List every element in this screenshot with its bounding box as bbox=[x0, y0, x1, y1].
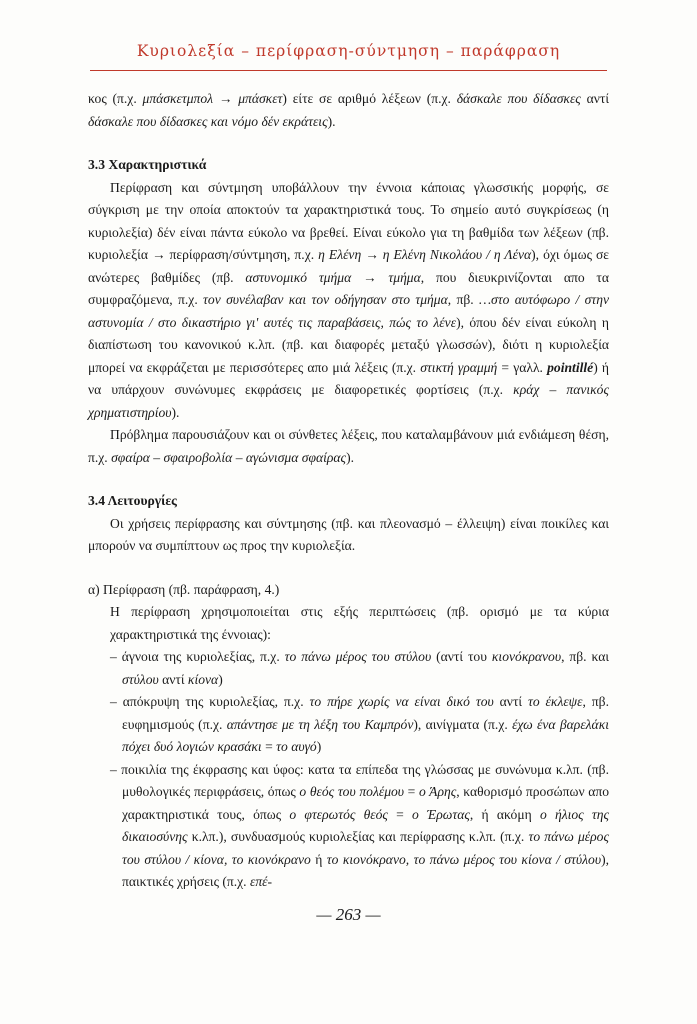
section-heading-3-3: 3.3 Χαρακτηριστικά bbox=[88, 157, 207, 172]
section-heading-3-4: 3.4 Λειτουργίες bbox=[88, 493, 177, 508]
paragraph-3-4-1: Οι χρήσεις περίφρασης και σύντμησης (πβ. και πλεονασμό – έλλειψη) είναι ποικίλες και μπορούν να συμπίπτουν ως προς την κυριολεξία. bbox=[88, 515, 609, 553]
paragraph-3-3-2: Πρόβλημα παρουσιάζουν και οι σύνθετες λέξεις, που καταλαμβάνουν μιά ενδιάμεση θέση, π.χ. σφαίρα – σφαιροβολία – αγώνισμα σφαίρας). bbox=[88, 427, 609, 465]
page-number: — 263 — bbox=[316, 905, 381, 924]
dash-item-2: – απόκρυψη της κυριολεξίας, π.χ. το πήρε χωρίς να είναι δικό του αντί το έκλεψε, πβ. ευφημισμούς (π.χ. απάντησε με τη λέξη του Καμπρόν), αινίγματα (π.χ. έχω ένα βαρελάκι πόχει δυό λογιών κρασάκι = το αυγό) bbox=[110, 694, 609, 754]
list-item-a-intro: Η περίφραση χρησιμοποιείται στις εξής περιπτώσεις (πβ. ορισμό με τα κύρια χαρακτηριστικά της έννοιας): bbox=[110, 604, 609, 642]
header-rule bbox=[90, 70, 607, 71]
paragraph-3-3-1: Περίφραση και σύντμηση υποβάλλουν την έννοια κάποιας γλωσσικής μορφής, σε σύγκριση με την οποία αποκτούν τα χαρακτηριστικά τους. Το σημείο αυτό συγκρίσεως (η κυριολεξία) δέν είναι πάντα εύκολο να βρεθεί. Είναι εύκολο για τη βαθμίδα των λέξεων (πβ. κυριολεξία → περίφραση/σύντμηση, π.χ. η Ελένη → η Ελένη Νικολάου / η Λένα), όχι όμως σε ανώτερες βαθμίδες (πβ. αστυνομικό τμήμα → τμήμα, που διευκρινίζονται απο τα συμφραζόμενα, π.χ. τον συνέλαβαν και τον οδήγησαν στο τμήμα, πβ. …στο αυτόφωρο / στην αστυνομία / στο δικαστήριο γι' αυτές τις παραβάσεις, πώς το λένε), όπου δέν είναι εύκολη η διαπίστωση του κανονικού κ.λπ. (πβ. και διαφορές μεταξύ γλωσσών), διότι η κυριολεξία μπορεί να εκφράζεται με περισσότερες απο μιά λέξεις (π.χ. στικτή γραμμή = γαλλ. pointillé) ή να υπάρχουν συνώνυμες εκφράσεις με διαφορετικές φορτίσεις (π.χ. κράχ – πανικός χρηματιστηρίου). bbox=[88, 179, 610, 420]
running-header: Κυριολεξία – περίφραση-σύντμηση – παράφραση bbox=[136, 42, 561, 60]
dash-item-3: – ποικιλία της έκφρασης και ύφος: κατα τα επίπεδα της γλώσσας με συνώνυμα κ.λπ. (πβ. μυθολογικές περιφράσεις, όπως ο θεός του πολέμου = ο Άρης, καθορισμό προσώπων απο χαρακτηριστικά τους, όπως ο φτερωτός θεός = ο Έρωτας, ή ακόμη ο ήλιος της δικαιοσύνης κ.λπ.), συνδυασμούς κυριολεξίας και περίφρασης κ.λπ. (π.χ. το πάνω μέρος του στύλου / κίονα, το κιονόκρανο ή το κιονόκρανο, το πάνω μέρος του κίονα / στύλου), παικτικές χρήσεις (π.χ. επέ- bbox=[110, 761, 609, 889]
text-block bbox=[88, 88, 609, 894]
intro-paragraph: κος (π.χ. μπάσκετμπολ → μπάσκετ) είτε σε αριθμό λέξεων (π.χ. δάσκαλε που δίδασκες αντί δάσκαλε που δίδασκες και νόμο δέν εκράτεις). bbox=[88, 91, 609, 129]
list-item-a: α) Περίφραση (πβ. παράφραση, 4.) bbox=[88, 581, 280, 597]
dash-item-1: – άγνοια της κυριολεξίας, π.χ. το πάνω μέρος του στύλου (αντί του κιονόκρανου, πβ. και στύλου αντί κίονα) bbox=[110, 649, 610, 687]
